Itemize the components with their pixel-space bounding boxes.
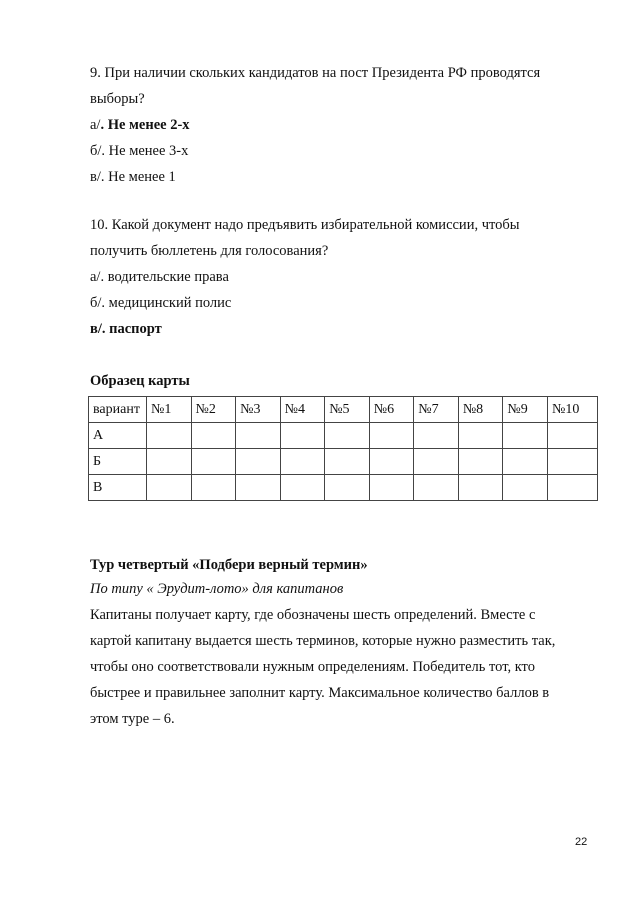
card-row-label: А (89, 423, 147, 449)
card-header-cell: №8 (458, 397, 503, 423)
card-header-cell: №9 (503, 397, 548, 423)
card-cell (458, 423, 503, 449)
q10-answer-a: а/. водительские права (90, 269, 229, 285)
card-cell (414, 449, 459, 475)
card-header-cell: вариант (89, 397, 147, 423)
card-header-cell: №1 (147, 397, 192, 423)
card-cell (325, 449, 370, 475)
card-header-cell: №2 (191, 397, 236, 423)
card-cell (458, 449, 503, 475)
tour-subtitle: По типу « Эрудит-лото» для капитанов (90, 581, 344, 597)
card-cell (280, 449, 325, 475)
card-header-cell: №5 (325, 397, 370, 423)
q9-answer-b: б/. Не менее 3-х (90, 143, 189, 159)
q9-answer-c: в/. Не менее 1 (90, 169, 176, 185)
tour-line: быстрее и правильнее заполнит карту. Максимальное количество баллов в (90, 685, 550, 701)
card-header-cell: №7 (414, 397, 459, 423)
card-cell (280, 423, 325, 449)
q9-line1: 9. При наличии скольких кандидатов на пост Президента РФ проводятся (90, 65, 541, 81)
tour-line: картой капитану выдается шесть терминов, которые нужно разместить так, (90, 633, 556, 649)
card-cell (503, 475, 548, 501)
card-row (89, 449, 598, 475)
tour-line: Капитаны получает карту, где обозначены шесть определений. Вместе с (90, 607, 536, 623)
card-header-cell: №6 (369, 397, 414, 423)
card-row (89, 423, 598, 449)
card-cell (548, 423, 598, 449)
q9-answer-a-prefix: а/ (90, 117, 101, 133)
card-cell (325, 475, 370, 501)
card-cell (236, 423, 281, 449)
card-header-row (89, 397, 598, 423)
card-header-cell: №4 (280, 397, 325, 423)
q9-line2: выборы? (90, 91, 145, 107)
q10-line2: получить бюллетень для голосования? (90, 243, 329, 259)
card-cell (147, 449, 192, 475)
card-cell (369, 423, 414, 449)
q9-answer-a-text: . Не менее 2-х (100, 117, 190, 133)
q10-line1: 10. Какой документ надо предъявить избирательной комиссии, чтобы (90, 217, 520, 233)
card-row-label: Б (89, 449, 147, 475)
card-cell (191, 423, 236, 449)
card-header-cell: №10 (548, 397, 598, 423)
card-cell (325, 423, 370, 449)
card-cell (369, 449, 414, 475)
card-cell (503, 423, 548, 449)
q9-answer-a (90, 116, 190, 134)
card-cell (548, 449, 598, 475)
card-cell (147, 475, 192, 501)
card-cell (458, 475, 503, 501)
card-row (89, 475, 598, 501)
q10-answer-c: в/. паспорт (90, 321, 162, 337)
tour-line: этом туре – 6. (90, 711, 175, 727)
card-header-cell: №3 (236, 397, 281, 423)
card-cell (369, 475, 414, 501)
card-cell (414, 423, 459, 449)
card-cell (503, 449, 548, 475)
card-table (88, 396, 598, 501)
card-cell (191, 449, 236, 475)
card-row-label: В (89, 475, 147, 501)
page-number: 22 (575, 836, 588, 848)
card-title: Образец карты (90, 373, 190, 389)
tour-title: Тур четвертый «Подбери верный термин» (90, 557, 368, 573)
tour-line: чтобы оно соответствовали нужным определениям. Победитель тот, кто (90, 659, 535, 675)
card-cell (548, 475, 598, 501)
q10-answer-b: б/. медицинский полис (90, 295, 232, 311)
card-cell (147, 423, 192, 449)
card-cell (236, 449, 281, 475)
card-cell (236, 475, 281, 501)
card-cell (414, 475, 459, 501)
card-cell (280, 475, 325, 501)
card-cell (191, 475, 236, 501)
